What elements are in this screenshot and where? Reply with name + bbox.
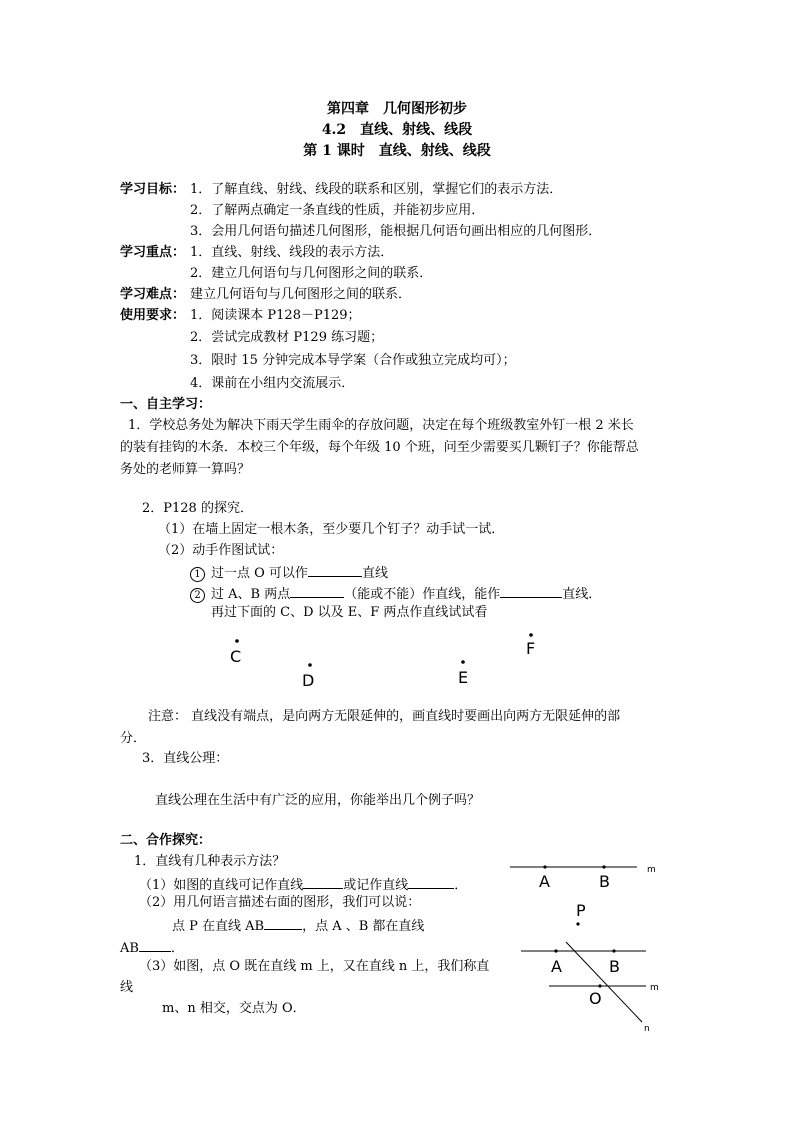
- lesson-title: 第 1 课时 直线、射线、线段: [303, 143, 491, 159]
- part2-heading: 二、合作探究：: [120, 833, 212, 848]
- fig2-label-p: P: [576, 901, 586, 920]
- key-point-item: 1．直线、射线、线段的表示方法．: [190, 245, 394, 260]
- step1-text-a: 过一点 O 可以作: [211, 566, 308, 581]
- step2-text-b: （能或不能）作直线，能作: [344, 587, 501, 602]
- objective-item: 3．会用几何语句描述几何图形，能根据几何语句画出相应的几何图形．: [190, 224, 602, 239]
- point-o-dot: [598, 984, 601, 987]
- note-line2: 分．: [120, 731, 147, 746]
- part1-q2: 2．P128 的探究．: [142, 501, 253, 516]
- fig2-label-o: O: [589, 989, 602, 1008]
- part1-q1-line1: 1．学校总务处为解决下雨天学生雨伞的存放问题，决定在每个班级教室外钉一根 2 米长: [128, 418, 634, 433]
- section-title: 4.2 直线、射线、线段: [321, 122, 473, 138]
- part1-q1-line2: 的装有挂钩的木条．本校三个年级，每个年级 10 个班，问至少需要买几颗钉子？你能帮总: [120, 440, 639, 455]
- part1-q1-line3: 务处的老师算一算吗？: [120, 462, 251, 477]
- fig2-label-b: B: [609, 957, 620, 976]
- step1-text-b: 直线: [361, 566, 388, 581]
- part2-q1-2-text-c: AB: [120, 941, 139, 956]
- part2-q1: 1．直线有几种表示方法？: [134, 854, 286, 869]
- part2-q1-3-line1: （3）如图，点 O 既在直线 m 上，又在直线 n 上，我们称直: [139, 959, 490, 974]
- part1-q3-followup: 直线公理在生活中有广泛的应用，你能举出几个例子吗？: [155, 793, 481, 808]
- fig1-label-b: B: [599, 872, 610, 891]
- point-d-label: D: [302, 671, 315, 690]
- fig1-label-m: m: [647, 865, 656, 875]
- key-points-label: 学习重点：: [120, 245, 186, 260]
- fig2-label-a: A: [551, 957, 562, 976]
- note-line1: 注意： 直线没有端点，是向两方无限延伸的，画直线时要画出向两方无限延伸的部: [148, 709, 621, 724]
- part2-q1-3-line2: 线: [120, 980, 134, 995]
- part2-q1-1-text-c: ．: [454, 878, 468, 893]
- step2-line2: 再过下面的 C、D 以及 E、F 两点作直线试试看: [211, 605, 488, 620]
- objective-item: 1．了解直线、射线、线段的联系和区别，掌握它们的表示方法．: [190, 182, 563, 197]
- part2-q1-2-text-b: ，点 A 、B 都在直线: [302, 919, 425, 934]
- part2-q1-2-text-d: ．: [170, 941, 184, 956]
- part1-q3: 3．直线公理：: [142, 751, 229, 766]
- step2-text-c: 直线．: [562, 587, 602, 602]
- part2-q1-1-text-b: 或记作直线: [343, 878, 409, 893]
- part1-q2-2: （2）动手作图试试：: [158, 543, 284, 558]
- requirement-item: 2．尝试完成教材 P129 练习题；: [190, 330, 384, 345]
- point-e-label: E: [458, 668, 469, 687]
- key-point-item: 2．建立几何语句与几何图形之间的联系．: [190, 266, 433, 281]
- part2-q1-2-text-a: 点 P 在直线 AB: [172, 919, 265, 934]
- difficulty-text: 建立几何语句与几何图形之间的联系．: [190, 287, 412, 302]
- line-n: [566, 942, 642, 1022]
- fig1-label-a: A: [539, 872, 550, 891]
- requirements-label: 使用要求：: [120, 308, 186, 323]
- objective-item: 2．了解两点确定一条直线的性质，并能初步应用．: [190, 203, 485, 218]
- requirement-item: 1．阅读课本 P128－P129；: [190, 308, 361, 323]
- chapter-title: 第四章 几何图形初步: [327, 101, 467, 117]
- point-p-dot: [576, 922, 579, 925]
- part2-q1-2: （2）用几何语言描述右面的图形，我们可以说：: [139, 895, 421, 910]
- point-a2-dot: [554, 949, 557, 952]
- point-c-label: C: [230, 647, 242, 666]
- step2-number-badge: 2: [190, 588, 205, 603]
- requirement-item: 4．课前在小组内交流展示．: [190, 376, 355, 391]
- part2-q1-1-text-a: （1）如图的直线可记作直线: [139, 878, 304, 893]
- point-b2-dot: [612, 949, 615, 952]
- step1-number-badge: 1: [190, 567, 205, 582]
- part1-heading: 一、自主学习：: [120, 397, 212, 412]
- difficulty-label: 学习难点：: [120, 287, 186, 302]
- part2-q1-3-line3: m、n 相交，交点为 O．: [162, 1001, 306, 1016]
- step2-text-a: 过 A、B 两点: [211, 587, 291, 602]
- objectives-label: 学习目标：: [120, 182, 186, 197]
- fig2-label-m: m: [650, 983, 659, 993]
- fig2-label-n: n: [644, 1024, 650, 1034]
- requirement-item: 3．限时 15 分钟完成本导学案（合作或独立完成均可）；: [190, 353, 516, 368]
- part1-q2-1: （1）在墙上固定一根木条，至少要几个钉子？动手试一试．: [158, 522, 505, 537]
- point-f-label: F: [526, 639, 536, 658]
